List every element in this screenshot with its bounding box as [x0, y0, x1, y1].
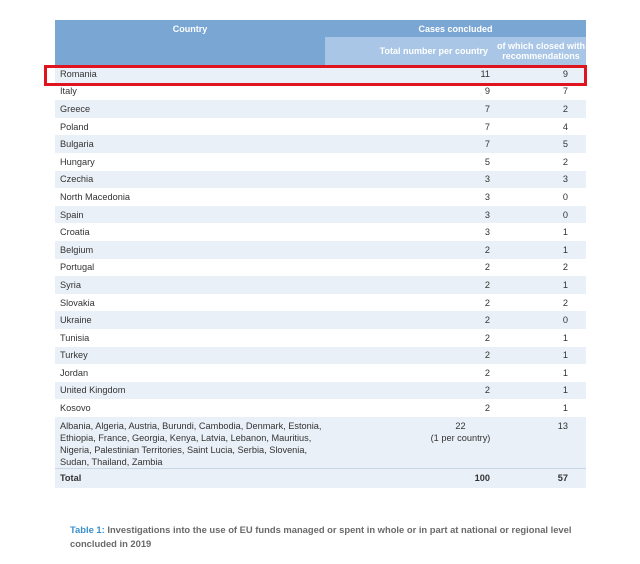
others-total-value: 22: [455, 420, 466, 431]
total-per-country-header: Total number per country: [325, 37, 496, 65]
country-cell: North Macedonia: [55, 188, 325, 206]
closed-cell: 1: [496, 329, 586, 347]
country-cell: United Kingdom: [55, 382, 325, 400]
table-row: [55, 276, 586, 294]
table-row: [55, 311, 586, 329]
total-cell: 5: [325, 153, 496, 171]
closed-cell: 1: [496, 399, 586, 417]
total-cell: 2: [325, 399, 496, 417]
total-cell: 2: [325, 241, 496, 259]
country-cell: Spain: [55, 206, 325, 224]
table-row: [55, 382, 586, 400]
closed-cell: 1: [496, 223, 586, 241]
country-cell: Romania: [55, 65, 325, 83]
closed-cell: 2: [496, 153, 586, 171]
country-cell: Italy: [55, 83, 325, 101]
country-cell: Kosovo: [55, 399, 325, 417]
country-cell: Bulgaria: [55, 135, 325, 153]
closed-cell: 1: [496, 364, 586, 382]
total-cell: 2: [325, 347, 496, 365]
total-cell: 9: [325, 83, 496, 101]
country-header-spacer: [55, 37, 325, 65]
caption-text: Investigations into the use of EU funds managed or spent in whole or in part at national or regional level concluded in 2019: [70, 524, 572, 549]
country-cell: Czechia: [55, 171, 325, 189]
closed-with-recommendations-header: of which closed with recommendations: [496, 37, 586, 65]
total-cell: 2: [325, 364, 496, 382]
total-cell: 7: [325, 135, 496, 153]
total-cell: 7: [325, 100, 496, 118]
country-cell: Hungary: [55, 153, 325, 171]
closed-cell: 2: [496, 100, 586, 118]
others-total-note: (1 per country): [430, 432, 491, 443]
total-cell: 3: [325, 188, 496, 206]
table-caption: [70, 523, 590, 551]
total-cell: 7: [325, 118, 496, 136]
table-row: [55, 364, 586, 382]
table-row: [55, 206, 586, 224]
closed-cell: 5: [496, 135, 586, 153]
country-cell: Slovakia: [55, 294, 325, 312]
country-cell: Portugal: [55, 259, 325, 277]
cases-concluded-header: Cases concluded: [325, 20, 586, 37]
country-cell: Syria: [55, 276, 325, 294]
total-cell: 2: [325, 311, 496, 329]
table-row: [55, 188, 586, 206]
table-row: [55, 83, 586, 101]
others-closed-cell: 13: [496, 417, 586, 469]
country-cell: Ukraine: [55, 311, 325, 329]
country-cell: Poland: [55, 118, 325, 136]
table-body: [55, 65, 586, 488]
total-cell: 2: [325, 294, 496, 312]
country-cell: Jordan: [55, 364, 325, 382]
total-cell: 3: [325, 206, 496, 224]
total-cell: 2: [325, 329, 496, 347]
total-cell: 3: [325, 223, 496, 241]
total-label-cell: Total: [55, 468, 325, 488]
cases-table-container: [55, 20, 586, 488]
closed-cell: 1: [496, 347, 586, 365]
table-row: [55, 329, 586, 347]
closed-cell: 0: [496, 311, 586, 329]
table-row: [55, 223, 586, 241]
total-cell: 2: [325, 276, 496, 294]
country-cell: Greece: [55, 100, 325, 118]
cases-table: [55, 20, 586, 488]
closed-cell: 2: [496, 259, 586, 277]
closed-cell: 9: [496, 65, 586, 83]
closed-cell: 2: [496, 294, 586, 312]
table-row: [55, 347, 586, 365]
country-cell: Croatia: [55, 223, 325, 241]
closed-cell: 0: [496, 188, 586, 206]
table-row: [55, 171, 586, 189]
total-cell: 11: [325, 65, 496, 83]
table-row: [55, 100, 586, 118]
closed-cell: 4: [496, 118, 586, 136]
total-total-cell: 100: [325, 468, 496, 488]
table-row: [55, 135, 586, 153]
table-row: [55, 399, 586, 417]
closed-cell: 7: [496, 83, 586, 101]
table-row: [55, 153, 586, 171]
total-cell: 2: [325, 382, 496, 400]
closed-cell: 1: [496, 241, 586, 259]
total-cell: 3: [325, 171, 496, 189]
table-row-total: [55, 468, 586, 488]
table-row-others: [55, 417, 586, 469]
caption-label: Table 1:: [70, 524, 105, 535]
closed-cell: 1: [496, 276, 586, 294]
closed-cell: 3: [496, 171, 586, 189]
closed-cell: 0: [496, 206, 586, 224]
table-row: [55, 241, 586, 259]
country-cell: Turkey: [55, 347, 325, 365]
country-cell: Belgium: [55, 241, 325, 259]
closed-cell: 1: [496, 382, 586, 400]
total-closed-cell: 57: [496, 468, 586, 488]
table-row: [55, 118, 586, 136]
others-total-cell: [325, 417, 496, 469]
country-header: Country: [55, 20, 325, 37]
table-row: [55, 259, 586, 277]
total-cell: 2: [325, 259, 496, 277]
country-cell: Tunisia: [55, 329, 325, 347]
table-row: [55, 294, 586, 312]
others-country-cell: Albania, Algeria, Austria, Burundi, Cambodia, Denmark, Estonia, Ethiopia, France, Georgia, Kenya, Latvia, Lebanon, Mauritius, Nigeria, Palestinian Territories, Saint Lucia, Serbia, Slovenia, Sudan, Thailand, Zambia: [55, 417, 325, 469]
table-row: [55, 65, 586, 83]
